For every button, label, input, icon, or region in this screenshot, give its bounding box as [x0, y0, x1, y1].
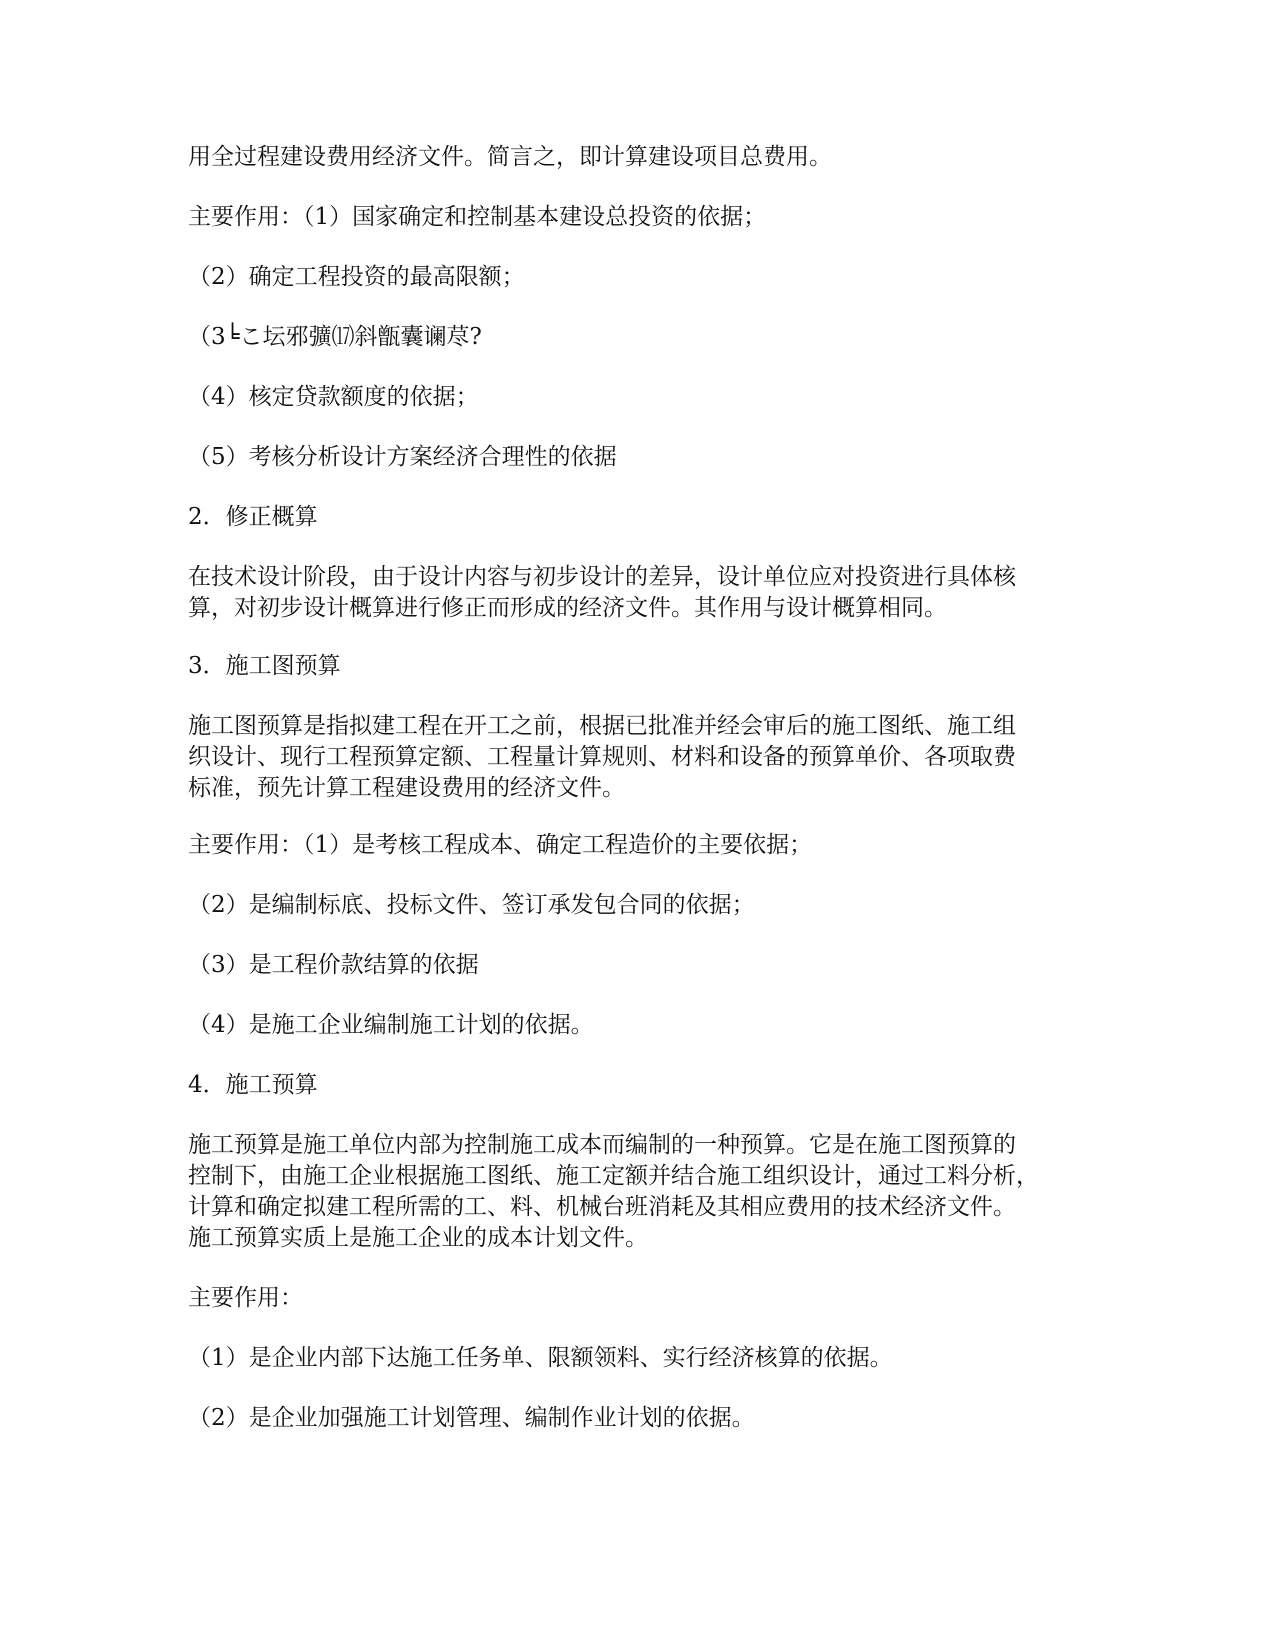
paragraph-revised-estimate-line1: 在技术设计阶段，由于设计内容与初步设计的差异，设计单位应对投资进行具体核: [188, 564, 1016, 590]
section-heading-construction-budget: 4．施工预算: [188, 1072, 318, 1098]
paragraph-construction-budget-line4: 施工预算实质上是施工企业的成本计划文件。: [188, 1225, 648, 1251]
drawing-budget-functions-item-1: 主要作用：（1）是考核工程成本、确定工程造价的主要依据；: [188, 832, 813, 858]
main-functions-item-3: （3╘こ坛邪彍⒄斜甑囊谰荩?: [188, 324, 482, 350]
construction-budget-functions-item-1: （1）是企业内部下达施工任务单、限额领料、实行经济核算的依据。: [188, 1345, 893, 1371]
section-heading-construction-drawing-budget: 3．施工图预算: [188, 653, 341, 679]
construction-budget-functions-item-2: （2）是企业加强施工计划管理、编制作业计划的依据。: [188, 1405, 755, 1431]
drawing-budget-functions-item-3: （3）是工程价款结算的依据: [188, 952, 479, 978]
main-functions-item-1: 主要作用：（1）国家确定和控制基本建设总投资的依据；: [188, 204, 767, 230]
main-functions-item-5: （5）考核分析设计方案经济合理性的依据: [188, 444, 617, 470]
paragraph-revised-estimate-line2: 算，对初步设计概算进行修正而形成的经济文件。其作用与设计概算相同。: [188, 595, 947, 621]
paragraph-construction-budget-line1: 施工预算是施工单位内部为控制施工成本而编制的一种预算。它是在施工图预算的: [188, 1132, 1016, 1158]
drawing-budget-functions-item-2: （2）是编制标底、投标文件、签订承发包合同的依据；: [188, 892, 755, 918]
paragraph-drawing-budget-line3: 标准，预先计算工程建设费用的经济文件。: [188, 775, 625, 801]
main-functions-item-2: （2）确定工程投资的最高限额；: [188, 264, 525, 290]
paragraph-drawing-budget-line2: 织设计、现行工程预算定额、工程量计算规则、材料和设备的预算单价、各项取费: [188, 744, 1016, 770]
paragraph-intro-continued: 用全过程建设费用经济文件。简言之，即计算建设项目总费用。: [188, 144, 832, 170]
construction-budget-functions-heading: 主要作用：: [188, 1285, 303, 1311]
section-heading-revised-estimate: 2．修正概算: [188, 504, 318, 530]
main-functions-item-4: （4）核定贷款额度的依据；: [188, 384, 479, 410]
paragraph-construction-budget-line2: 控制下，由施工企业根据施工图纸、施工定额并结合施工组织设计，通过工料分析，: [188, 1163, 1039, 1189]
paragraph-drawing-budget-line1: 施工图预算是指拟建工程在开工之前，根据已批准并经会审后的施工图纸、施工组: [188, 713, 1016, 739]
drawing-budget-functions-item-4: （4）是施工企业编制施工计划的依据。: [188, 1012, 594, 1038]
paragraph-construction-budget-line3: 计算和确定拟建工程所需的工、料、机械台班消耗及其相应费用的技术经济文件。: [188, 1194, 1016, 1220]
